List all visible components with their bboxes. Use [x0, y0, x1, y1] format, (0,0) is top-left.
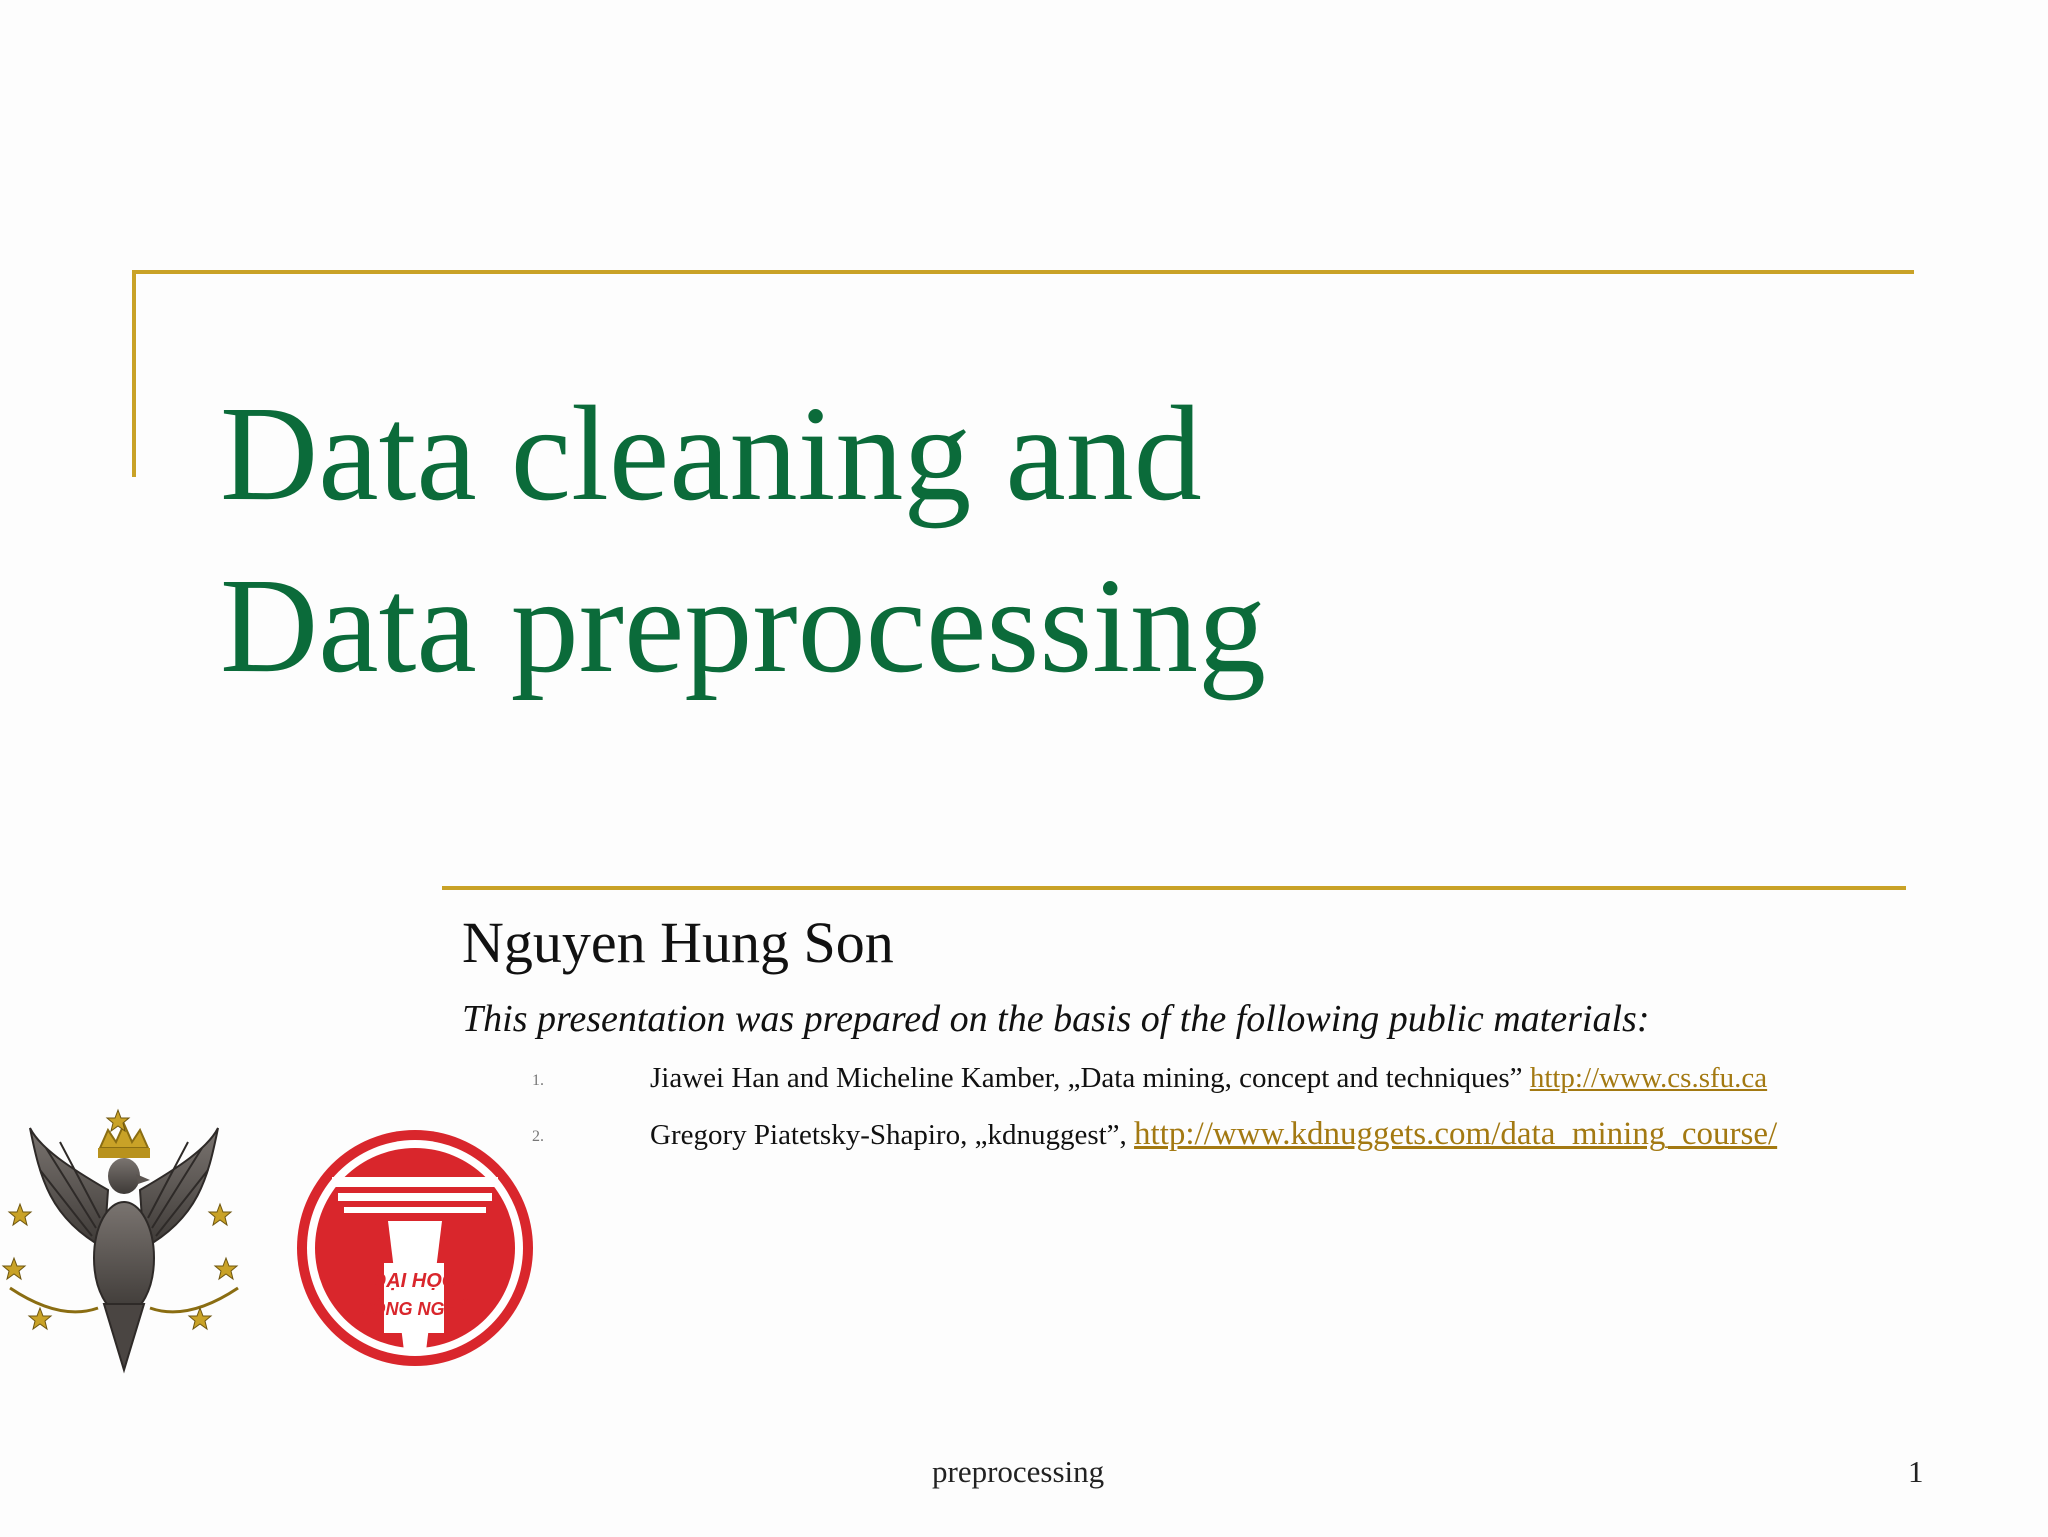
reference-number: 2. — [532, 1128, 544, 1145]
reference-number: 1. — [532, 1072, 544, 1089]
slide-title — [220, 368, 1266, 712]
university-logo-icon — [292, 1125, 538, 1371]
page-number: 1 — [1908, 1454, 1924, 1489]
materials-intro: This presentation was prepared on the basis of the following public materials: — [462, 998, 1650, 1040]
reference-text — [650, 1058, 1767, 1098]
reference-link[interactable]: http://www.kdnuggets.com/data_mining_course/ — [1134, 1116, 1778, 1152]
reference-text — [650, 1114, 1777, 1155]
title-line-1: Data cleaning and — [220, 379, 1202, 529]
eagle-emblem-icon — [0, 1108, 240, 1380]
title-line-2: Data preprocessing — [220, 551, 1267, 701]
footer-text: preprocessing — [932, 1454, 1105, 1489]
subtitle-divider — [442, 886, 1906, 890]
svg-text:CÔNG NGHỆ: CÔNG NGHỆ — [358, 1299, 470, 1319]
reference-citation: Jiawei Han and Micheline Kamber, „Data mining, concept and techniques” — [650, 1062, 1530, 1094]
reference-link[interactable]: http://www.cs.sfu.ca — [1529, 1062, 1768, 1094]
reference-list — [532, 1058, 1952, 1170]
title-frame-left-line — [132, 270, 136, 477]
reference-item — [532, 1114, 1952, 1170]
author-name: Nguyen Hung Son — [462, 910, 894, 975]
svg-text:ĐẠI HỌC: ĐẠI HỌC — [371, 1270, 457, 1292]
title-frame-top-line — [132, 270, 1914, 274]
reference-citation: Gregory Piatetsky-Shapiro, „kdnuggest”, — [650, 1119, 1135, 1151]
reference-item — [532, 1058, 1952, 1114]
